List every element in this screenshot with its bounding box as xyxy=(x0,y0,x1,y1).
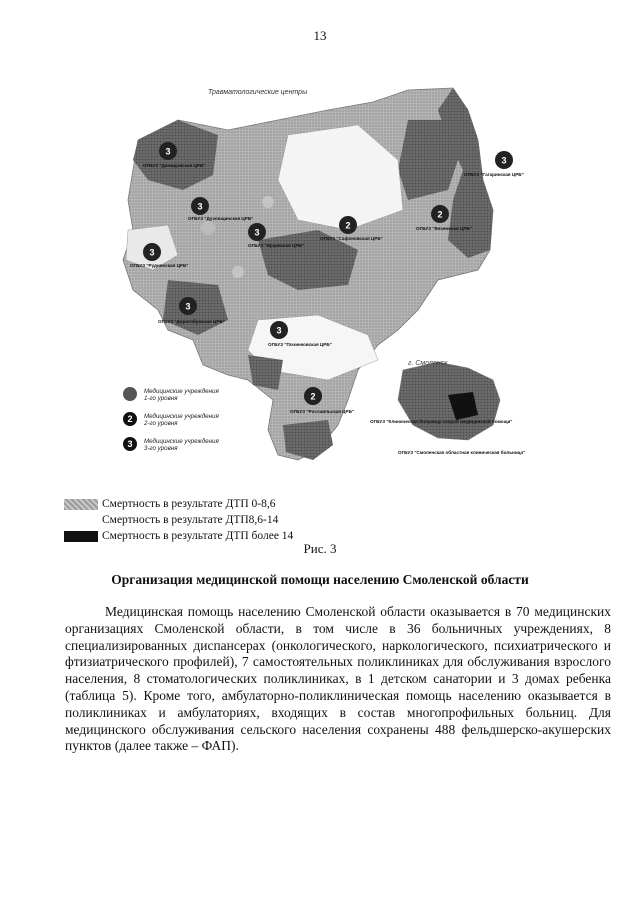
legend-row xyxy=(64,496,293,512)
region-map xyxy=(108,80,538,480)
legend-row xyxy=(64,512,293,528)
lake-marker xyxy=(232,266,244,278)
svg-text:2: 2 xyxy=(437,209,443,220)
svg-text:1-го уровня: 1-го уровня xyxy=(144,395,178,402)
facility-label: ОГБУЗ "Вяземская ЦРБ" xyxy=(416,226,472,231)
legend-label: Смертность в результате ДТП 0-8,6 xyxy=(102,498,276,510)
facility-label: ОГБУЗ "Починковская ЦРБ" xyxy=(268,342,332,347)
facility-label: ОГБУЗ "Дорогобужская ЦРБ" xyxy=(158,319,225,324)
facility-label: ОГБУЗ "Гагаринская ЦРБ" xyxy=(464,172,524,177)
svg-text:3-го уровня: 3-го уровня xyxy=(144,445,178,452)
district-southwest xyxy=(248,355,283,390)
svg-text:2-го уровня: 2-го уровня xyxy=(144,420,178,427)
smolensk-inset xyxy=(370,360,525,455)
svg-text:2: 2 xyxy=(345,220,351,231)
inset-title: г. Смоленск xyxy=(408,360,448,367)
svg-text:3: 3 xyxy=(127,439,133,449)
svg-text:3: 3 xyxy=(149,247,155,258)
lake-marker xyxy=(201,221,215,235)
section-heading: Организация медицинской помощи населению Смоленской области xyxy=(111,572,529,587)
mortality-legend xyxy=(64,496,293,544)
lake-marker xyxy=(262,196,274,208)
page-number: 13 xyxy=(313,28,327,43)
svg-text:3: 3 xyxy=(165,146,171,157)
svg-text:Медицинские учреждения: Медицинские учреждения xyxy=(144,388,219,395)
svg-text:3: 3 xyxy=(276,325,282,336)
svg-text:3: 3 xyxy=(197,201,203,212)
svg-text:2: 2 xyxy=(127,414,133,424)
facility-label: ОГБУЗ "Руднянская ЦРБ" xyxy=(130,263,189,268)
legend-label: Смертность в результате ДТП более 14 xyxy=(102,530,294,542)
svg-text:2: 2 xyxy=(310,391,316,402)
legend-swatch-white xyxy=(64,515,98,526)
region-map-figure xyxy=(108,80,538,480)
svg-text:3: 3 xyxy=(185,301,191,312)
svg-text:3: 3 xyxy=(254,227,260,238)
legend-badge-level1 xyxy=(123,387,137,401)
legend-swatch-dark xyxy=(64,531,98,542)
facility-label: ОГБУЗ "Демидовская ЦРБ" xyxy=(143,163,206,168)
body-paragraph: Медицинская помощь населению Смоленской области оказывается в 70 медицинских организациях Смоленской области, в том числе в 36 больничных учреждениях, 8 специализированных диспансерах (онкологического, наркологического, психиатрического и фтизиатрического профилей), 7 самостоятельных поликлиниках для обслуживания взрослого населения, 8 стоматологических поликлиниках, в 1 детском санатории и 3 домах ребенка (таблица 5). Кроме того, амбулаторно-поликлиническая помощь населению оказывается в поликлиниках и амбулаториях, входящих в состав многопрофильных больниц. Для медицинского обслуживания сельского населения сохранены 488 фельдшерско-акушерских пунктов (далее также – ФАП). xyxy=(65,604,611,754)
facility-label: ОГБУЗ "Духовщинская ЦРБ" xyxy=(188,216,254,221)
svg-text:Медицинские учреждения: Медицинские учреждения xyxy=(144,413,219,420)
svg-text:3: 3 xyxy=(501,155,507,166)
legend-label: Смертность в результате ДТП8,6-14 xyxy=(102,514,279,526)
inset-label: ОГБУЗ "Клиническая больница скорой медицинской помощи" xyxy=(370,419,513,424)
inset-label: ОГБУЗ "Смоленская областная клиническая больница" xyxy=(398,450,526,455)
map-legend xyxy=(123,387,219,452)
facility-label: ОГБУЗ "Ярцевская ЦРБ" xyxy=(248,243,305,248)
map-title: Травматологические центры xyxy=(208,89,308,96)
svg-text:Медицинские учреждения: Медицинские учреждения xyxy=(144,438,219,445)
facility-label: ОГБУЗ "Рославльская ЦРБ" xyxy=(290,409,355,414)
facility-label: ОГБУЗ "Сафоновская ЦРБ" xyxy=(320,236,383,241)
figure-caption: Рис. 3 xyxy=(303,541,337,556)
legend-swatch-light xyxy=(64,499,98,510)
